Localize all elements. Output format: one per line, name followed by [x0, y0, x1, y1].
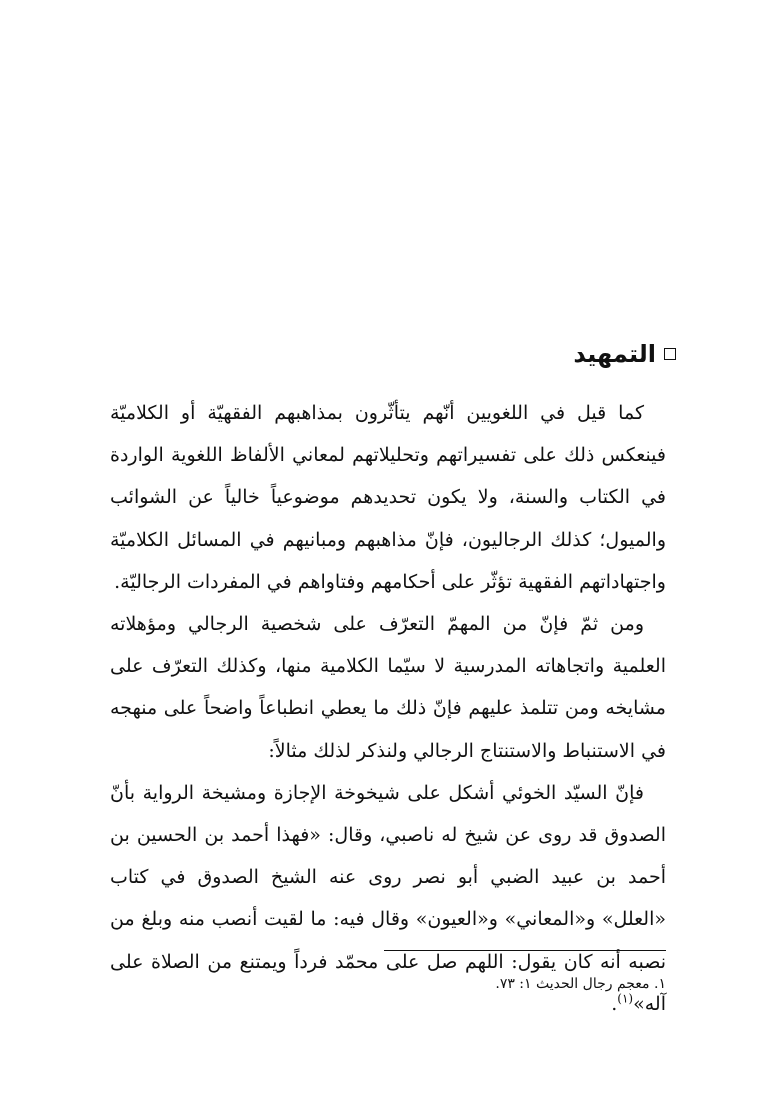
square-box-icon — [664, 348, 676, 360]
paragraph-3-text: فإنّ السيّد الخوئي أشكل على شيخوخة الإجازة ومشيخة الرواية بأنّ الصدوق قد روى عن شيخ له ناصبي، وقال: «فهذا أحمد بن الحسين بن أحمد بن عبيد الضبي أبو نصر روى عنه الشيخ الصدوق في كتاب «العلل» و«المعاني» و«العيون» وقال فيه: ما لقيت أنصب منه وبلغ من نصبه أنه كان يقول: اللهم صل على محمّد فرداً ويمتنع من الصلاة على آله» — [110, 781, 666, 1015]
paragraph-3-end: . — [611, 992, 618, 1015]
footnote-divider — [384, 950, 666, 951]
section-heading — [96, 336, 676, 372]
paragraph-1: كما قيل في اللغويين أنّهم يتأثّرون بمذاهبهم الفقهيّة أو الكلاميّة فينعكس ذلك على تفسيراتهم وتحليلاتهم لمعاني الألفاظ اللغوية الواردة في الكتاب والسنة، ولا يكون تحديدهم موضوعياً خالياً عن الشوائب والميول؛ كذلك الرجاليون، فإنّ مذاهبهم ومبانيهم في المسائل الكلاميّة واجتهاداتهم الفقهية تؤثّر على أحكامهم وفتاواهم في المفردات الرجاليّة. — [110, 402, 666, 593]
paragraph-2: ومن ثمّ فإنّ من المهمّ التعرّف على شخصية الرجالي ومؤهلاته العلمية واتجاهاته المدرسية لا سيّما الكلامية منها، وكذلك التعرّف على مشايخه ومن تتلمذ عليهم فإنّ ذلك ما يعطي انطباعاً واضحاً على منهجه في الاستنباط والاستنتاج الرجالي ولنذكر لذلك مثالاً: — [110, 613, 666, 762]
footnote-reference: (١) — [617, 991, 634, 1006]
section-title: التمهيد — [573, 340, 656, 368]
footnote: ١. معجم رجال الحديث ١: ٧٣. — [495, 976, 666, 992]
body-text — [110, 392, 666, 1025]
